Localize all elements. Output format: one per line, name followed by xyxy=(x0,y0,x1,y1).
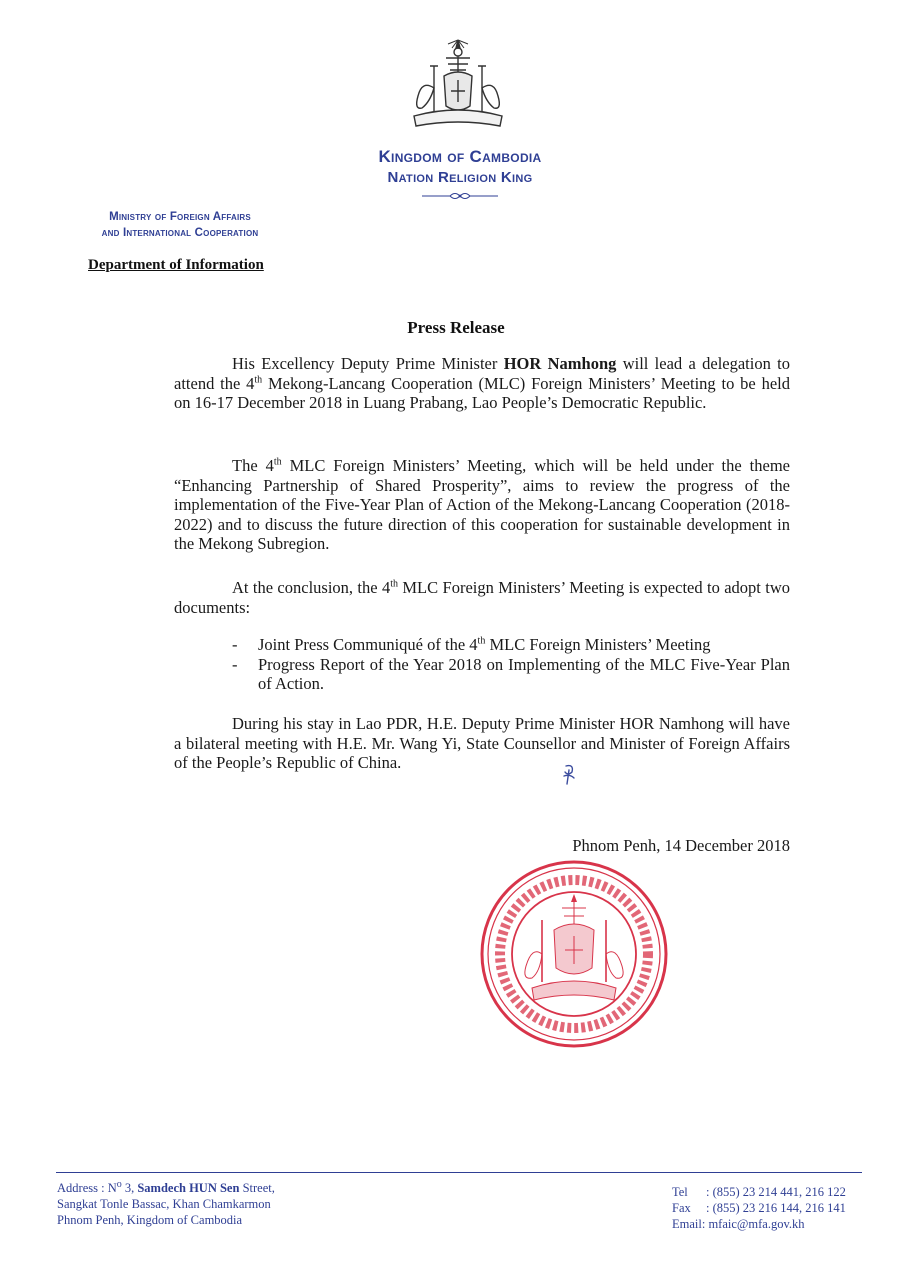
divider-ornament-icon xyxy=(420,191,500,201)
official-ministry-seal-icon xyxy=(476,856,672,1052)
fax-value: : (855) 23 216 144, 216 141 xyxy=(706,1201,846,1215)
ministry-line-1: Ministry of Foreign Affairs xyxy=(109,211,251,223)
doc-1-sup: th xyxy=(477,635,486,647)
list-item xyxy=(232,635,790,655)
kingdom-motto: Nation Religion King xyxy=(387,169,533,186)
fax-label: Fax xyxy=(672,1201,691,1215)
p2-sup: th xyxy=(273,456,282,468)
address-line-1 xyxy=(57,1180,275,1196)
paragraph-3 xyxy=(174,578,790,617)
address-number: 3, xyxy=(121,1181,138,1195)
email-row xyxy=(672,1216,846,1232)
documents-list xyxy=(232,635,790,694)
p4-text: During his stay in Lao PDR, H.E. Deputy Prime Minister HOR Namhong will have a bilateral meeting with H.E. Mr. Wang Yi, State Counsellor and Minister of Foreign Affairs of the People’s Republic of China. xyxy=(174,714,790,772)
email-value: : mfaic@mfa.gov.kh xyxy=(701,1217,805,1231)
paragraph-1 xyxy=(174,354,790,413)
address-sup: o xyxy=(116,1178,122,1190)
p3-text-pre: At the conclusion, the 4 xyxy=(232,578,391,597)
list-item xyxy=(232,655,790,694)
p2-text-post: MLC Foreign Ministers’ Meeting, which will be held under the theme “Enhancing Partnership of Shared Prosperity”, aims to review the progress of the implementation of the Five-Year Plan of Action of the Mekong-Lancang Cooperation (2018-2022) and to discuss the future direction of this cooperation for sustainable development in the Mekong Subregion. xyxy=(174,456,790,553)
ministry-name xyxy=(50,209,310,241)
email-label: Email xyxy=(672,1217,702,1231)
ministry-line-2: and International Cooperation xyxy=(101,227,259,239)
place-date: Phnom Penh, 14 December 2018 xyxy=(572,836,790,855)
tel-row xyxy=(672,1184,846,1200)
address-prefix: Address : N xyxy=(57,1181,117,1195)
p3-sup: th xyxy=(390,578,398,590)
p1-text-bold: HOR Namhong xyxy=(503,354,617,373)
p1-text-pre: His Excellency Deputy Prime Minister xyxy=(232,354,504,373)
p2-text-pre: The 4 xyxy=(232,456,274,475)
press-release-title: Press Release xyxy=(407,318,505,337)
p1-text-post1: will lead a delegation to attend the 4 xyxy=(174,354,790,393)
footer-address xyxy=(57,1180,275,1228)
fax-row xyxy=(672,1200,846,1216)
address-line-3: Phnom Penh, Kingdom of Cambodia xyxy=(57,1213,243,1227)
department-name: Department of Information xyxy=(88,257,264,273)
handwritten-initial-icon xyxy=(560,762,580,788)
paragraph-4 xyxy=(174,714,790,773)
footer-divider xyxy=(56,1172,862,1173)
royal-coat-of-arms-icon xyxy=(404,36,512,140)
footer-contacts xyxy=(672,1184,846,1232)
address-street-rest: Street, xyxy=(239,1181,275,1195)
doc-1-pre: Joint Press Communiqué of the 4 xyxy=(258,635,478,654)
kingdom-title: Kingdom of Cambodia xyxy=(378,147,542,166)
p3-text-post: MLC Foreign Ministers’ Meeting is expected to adopt two documents: xyxy=(174,578,790,617)
tel-label: Tel xyxy=(672,1185,688,1199)
paragraph-2 xyxy=(174,456,790,554)
p1-sup: th xyxy=(254,374,263,385)
p1-text-post2: Mekong-Lancang Cooperation (MLC) Foreign Ministers’ Meeting to be held on 16-17 December 2018 in Luang Prabang, Lao People’s Democratic Republic. xyxy=(174,373,790,412)
doc-2-pre: Progress Report of the Year 2018 on Implementing of the MLC Five-Year Plan of Action. xyxy=(258,654,790,693)
address-line-2: Sangkat Tonle Bassac, Khan Chamkarmon xyxy=(57,1197,271,1211)
address-street-bold: Samdech HUN Sen xyxy=(137,1181,240,1195)
tel-value: : (855) 23 214 441, 216 122 xyxy=(706,1185,846,1199)
doc-1-post: MLC Foreign Ministers’ Meeting xyxy=(485,635,711,654)
